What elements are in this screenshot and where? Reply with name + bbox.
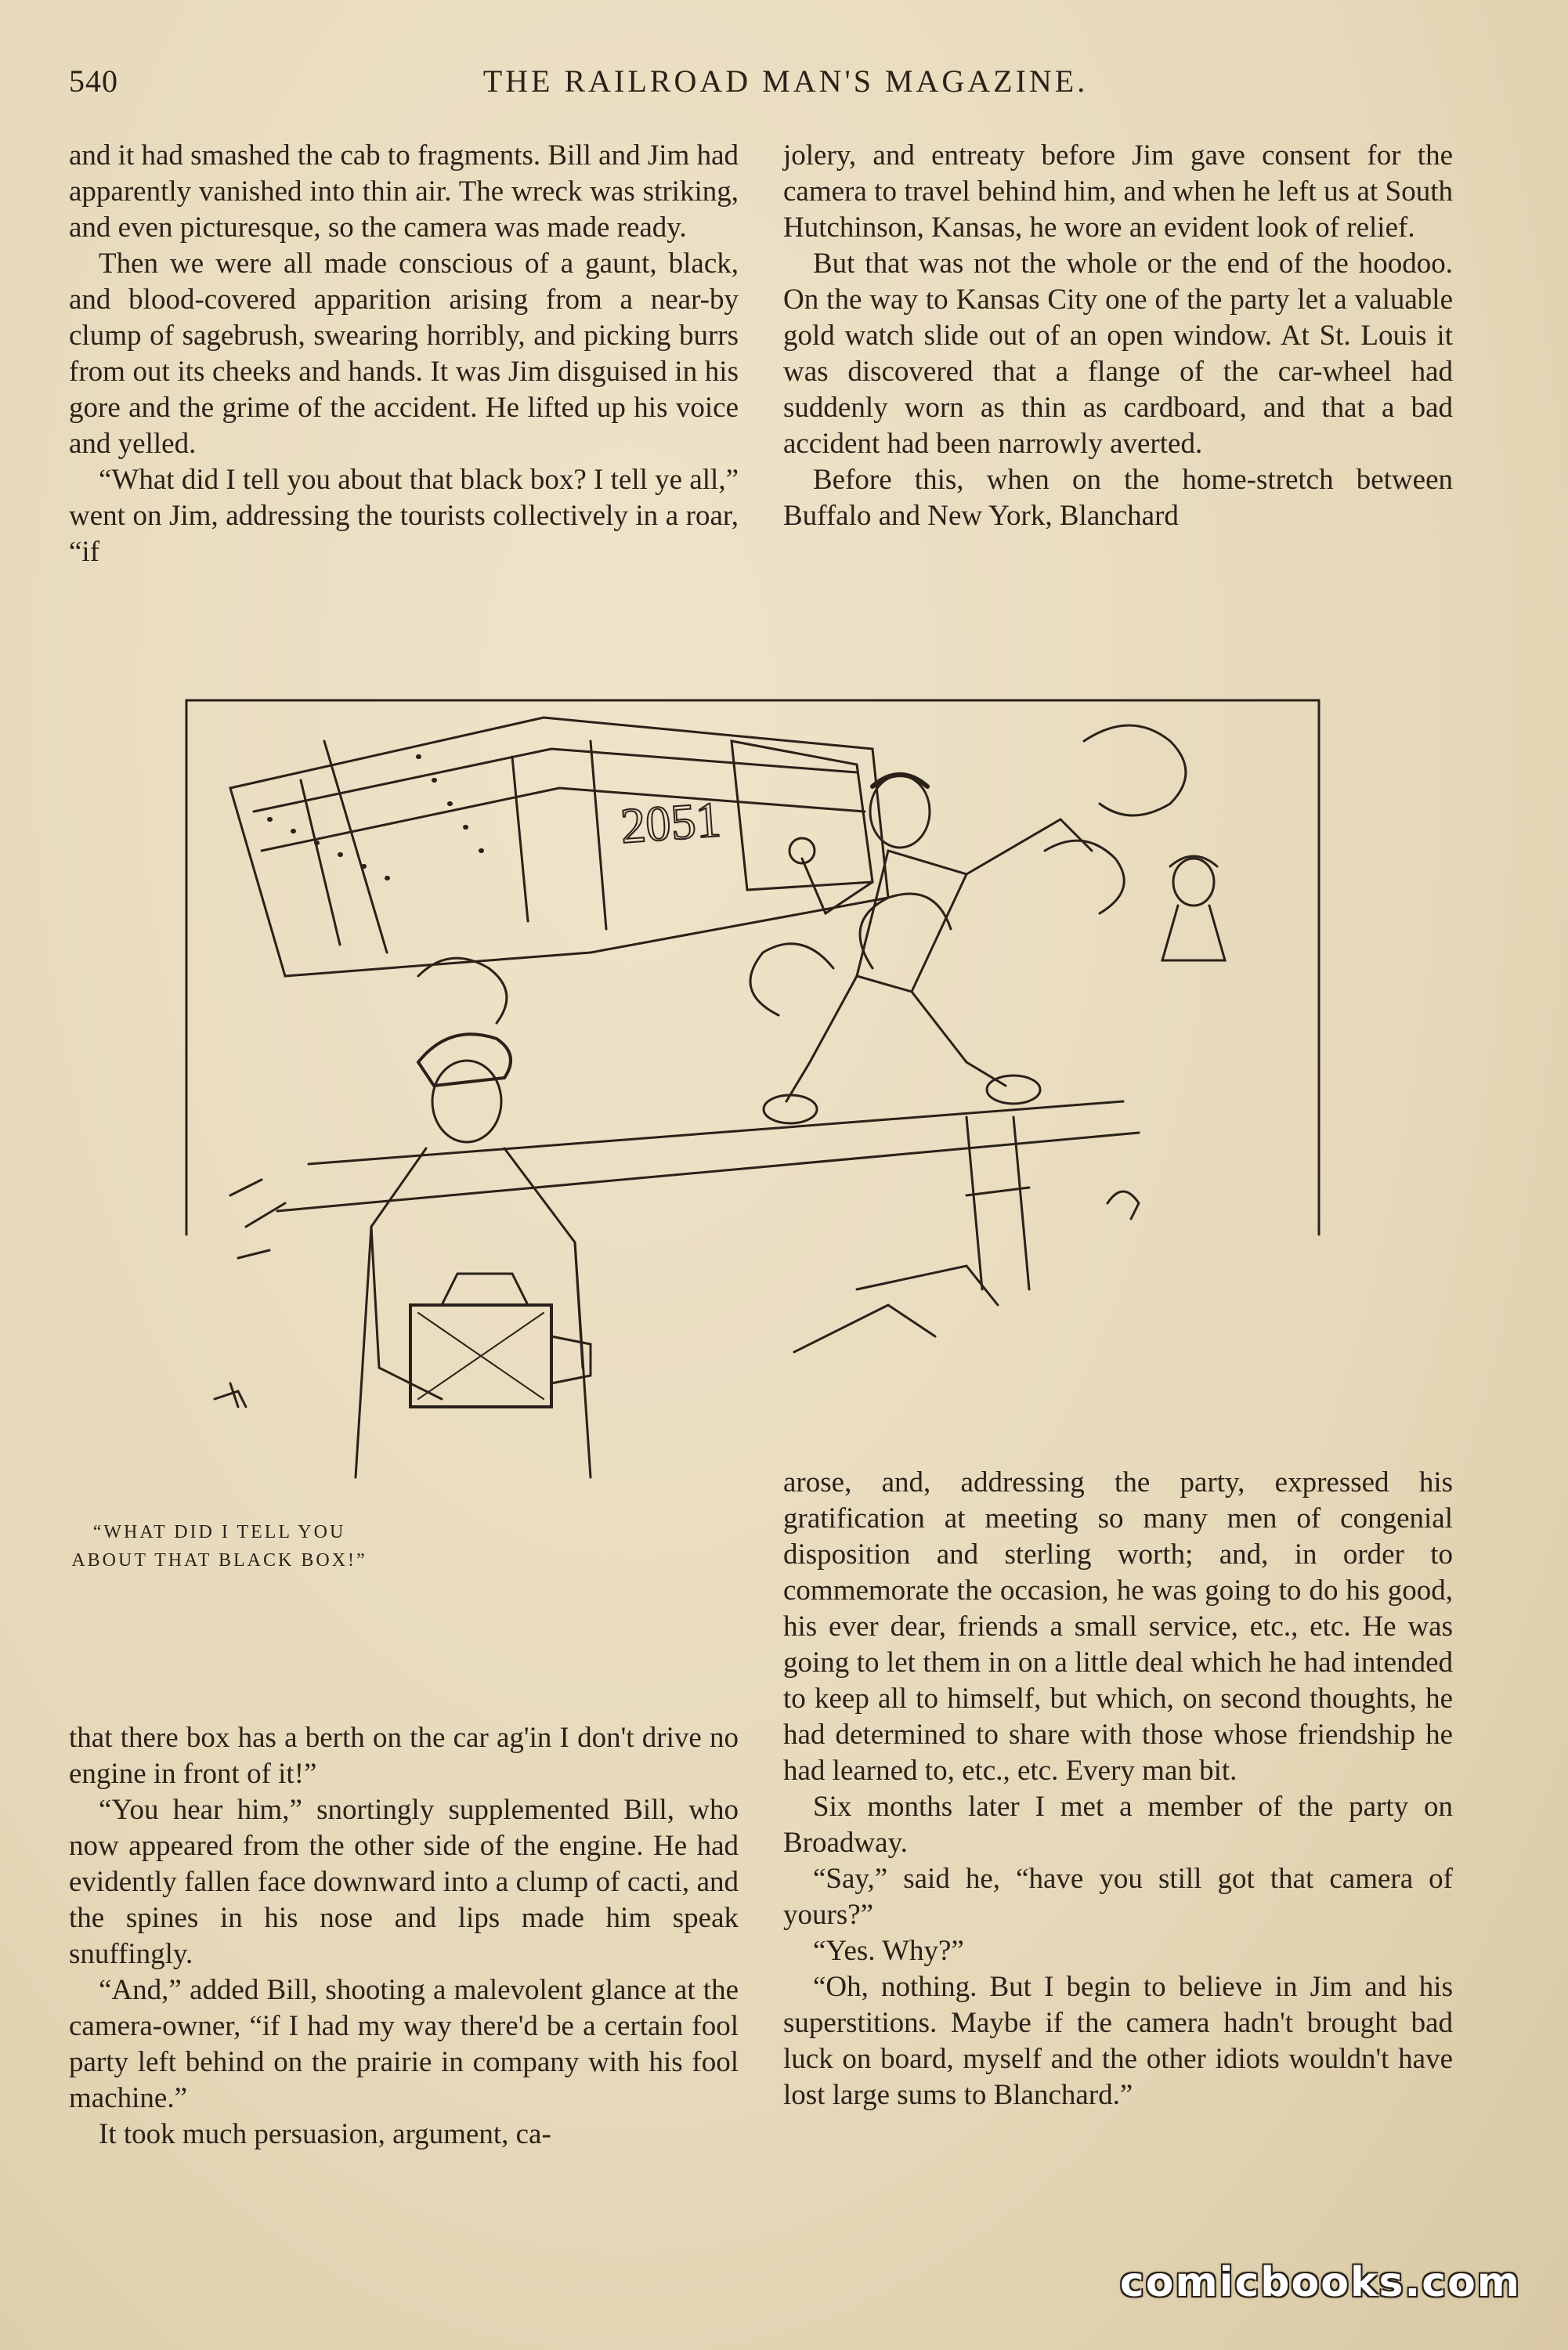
paragraph: that there box has a berth on the car ag'in I don't drive no engine in front of it!” (69, 1722, 739, 1790)
paragraph: Six months later I met a member of the party on Broadway. (783, 1791, 1453, 1859)
paragraph: Then we were all made conscious of a gaunt, black, and blood-covered apparition arising from a near-by clump of sagebrush, swearing horribly, and picking burrs from out its cheeks and hands. It was Jim disguised in his gore and the grime of the accident. He lifted up his voice and yelled. (69, 248, 739, 460)
paragraph: It took much persuasion, argument, ca- (99, 2118, 551, 2150)
figure-caption: “WHAT DID I TELL YOU ABOUT THAT BLACK BOX!” (71, 1522, 367, 1571)
paragraph: jolery, and entreaty before Jim gave consent for the camera to travel behind him, and when he left us at South Hutchinson, Kansas, he wore an evident look of relief. (783, 139, 1453, 244)
photographer-figure (356, 1034, 591, 1477)
illustration-drawing (183, 694, 1327, 1485)
paragraph: But that was not the whole or the end of the hoodoo. On the way to Kansas City one of the party let a valuable gold watch slide out of an open window. At St. Louis it was discovered that a flange of the car-wheel had suddenly worn as thin as cardboard, and that a bad accident had been narrowly averted. (783, 248, 1453, 460)
magazine-title: THE RAILROAD MAN'S MAGAZINE. (482, 63, 1089, 99)
paragraph: and it had smashed the cab to fragments. Bill and Jim had apparently vanished into thin air. The wreck was striking, and even picturesque, so the camera was made ready. (69, 139, 739, 244)
page-header (69, 63, 1502, 110)
paragraph: “Say,” said he, “have you still got that camera of yours?” (783, 1863, 1453, 1931)
engine-number-plate: 2051 (619, 791, 723, 854)
column-right-top (783, 138, 1453, 534)
paragraph: “You hear him,” snortingly supplemented Bill, who now appeared from the other side of the engine. He had evidently fallen face downward into a clump of cacti, and the spines in his nose and lips made him speak snuffingly. (69, 1794, 739, 1970)
paragraph: “Oh, nothing. But I begin to believe in Jim and his superstitions. Maybe if the camera hadn't brought bad luck on board, myself and the other idiots wouldn't have lost large sums to Blanchard.” (783, 1971, 1453, 2111)
column-right-bottom (783, 1465, 1453, 2113)
page-number: 540 (69, 63, 118, 99)
column-left-bottom (69, 1720, 739, 2153)
column-left-top (69, 138, 739, 570)
paragraph: “Yes. Why?” (813, 1935, 964, 1967)
paragraph: Before this, when on the home-stretch between Buffalo and New York, Blanchard (783, 464, 1453, 532)
watermark: comicbooks.com (1119, 2259, 1521, 2306)
paragraph: “And,” added Bill, shooting a malevolent glance at the camera-owner, “if I had my way there'd be a certain fool party left behind on the prairie in company with his fool machine.” (69, 1974, 739, 2114)
paragraph: arose, and, addressing the party, expressed his gratification at meeting so many men of congenial disposition and sterling worth; and, in order to commemorate the occasion, he was going to do his good, his ever dear, friends a small service, etc., etc. He was going to let them in on a little deal which he had intended to keep all to himself, but which, on second thoughts, he had determined to share with those whose friendship he had learned to, etc., etc. Every man bit. (783, 1466, 1453, 1787)
paragraph: “What did I tell you about that black box? I tell ye all,” went on Jim, addressing the tourists collectively in a roar, “if (69, 464, 739, 568)
fireman-figure (1162, 856, 1225, 960)
illustration-train-wreck (183, 694, 1327, 1485)
